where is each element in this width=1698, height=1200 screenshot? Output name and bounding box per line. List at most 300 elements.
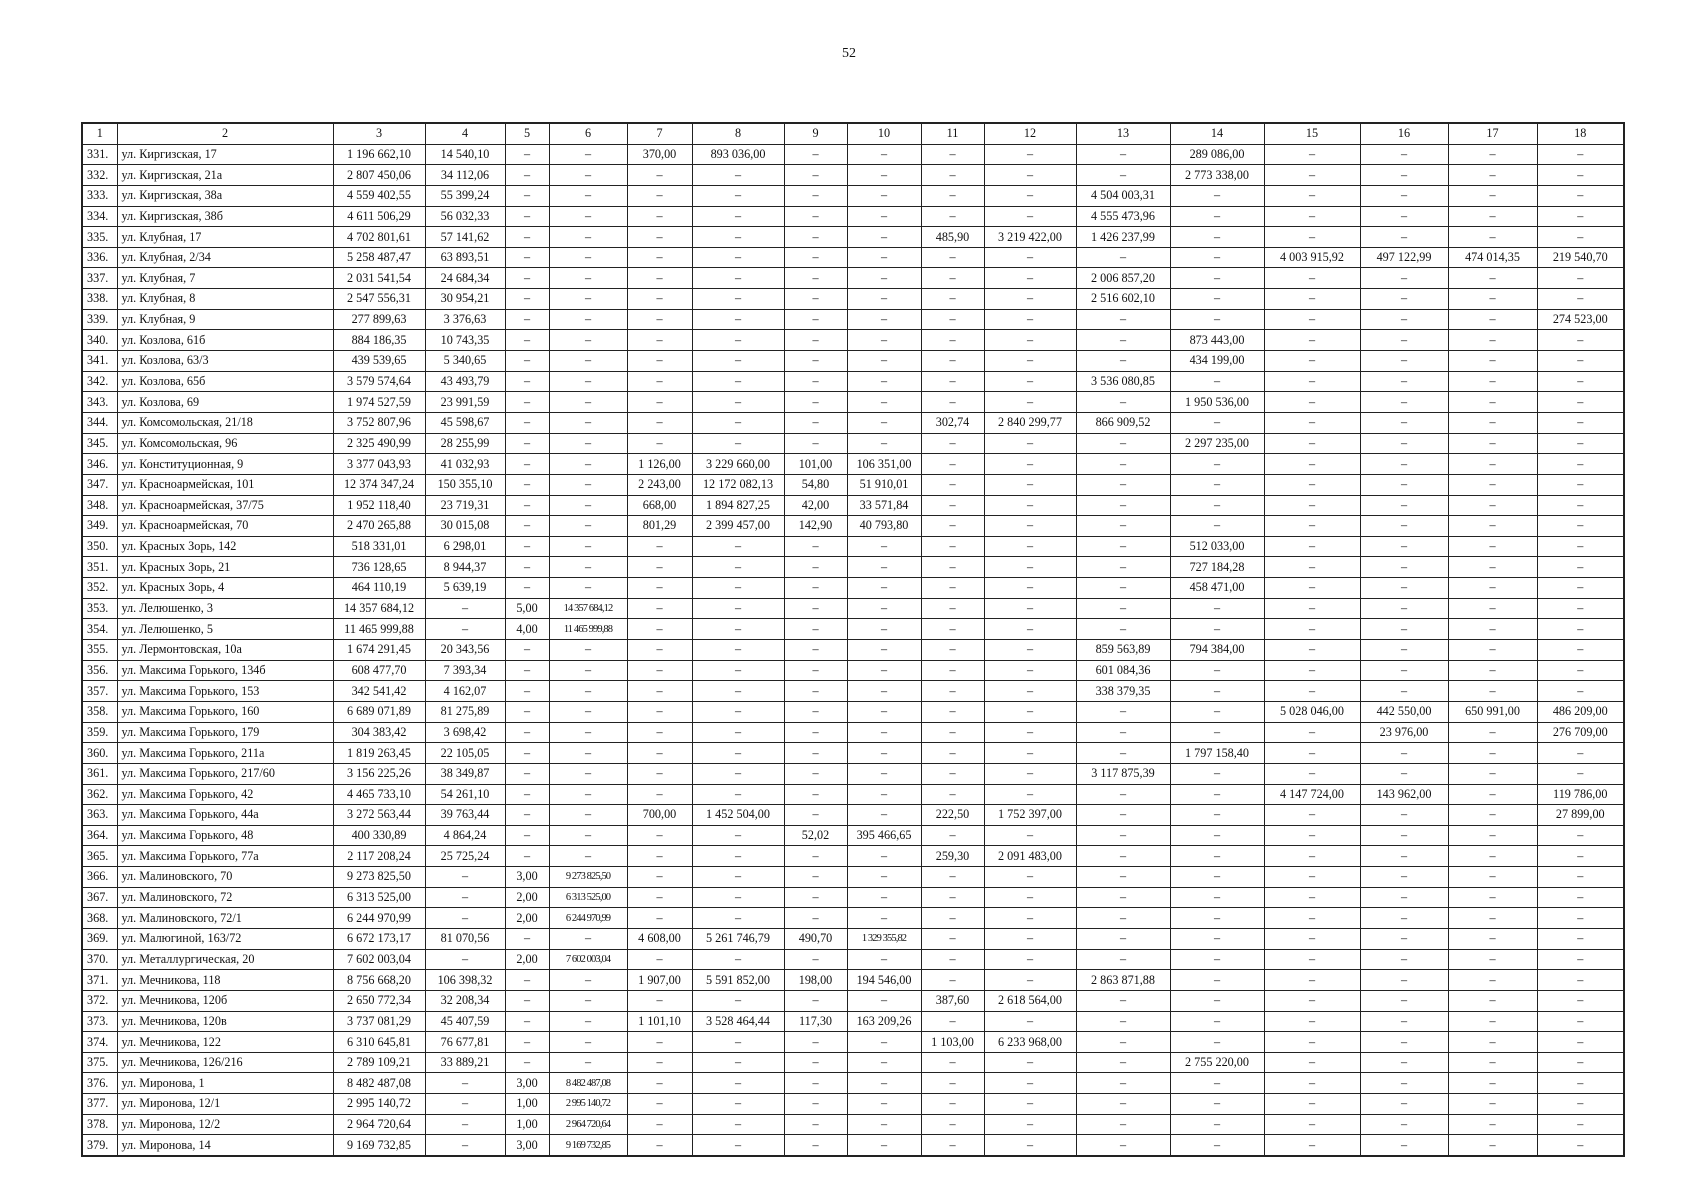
table-row	[82, 454, 1624, 475]
table-cell-col-7: –	[627, 640, 692, 661]
table-cell-col-9: –	[784, 412, 847, 433]
table-cell-col-5: –	[505, 289, 549, 310]
table-cell-col-14: 1 950 536,00	[1170, 392, 1264, 413]
table-cell-col-15: –	[1264, 309, 1360, 330]
table-cell-col-11: –	[921, 867, 984, 888]
table-cell-col-1: 363.	[82, 805, 117, 826]
table-cell-col-18: –	[1537, 433, 1624, 454]
table-cell-col-12: –	[984, 1114, 1076, 1135]
table-cell-col-8: –	[692, 867, 784, 888]
table-cell-col-17: –	[1448, 1011, 1537, 1032]
table-cell-col-3: 9 273 825,50	[333, 867, 425, 888]
table-cell-col-11: –	[921, 681, 984, 702]
table-row	[82, 495, 1624, 516]
table-cell-col-15: –	[1264, 1114, 1360, 1135]
table-cell-col-15: –	[1264, 990, 1360, 1011]
table-cell-col-11: –	[921, 578, 984, 599]
column-header-14: 14	[1170, 123, 1264, 144]
table-cell-col-3: 3 156 225,26	[333, 763, 425, 784]
table-cell-col-18: 274 523,00	[1537, 309, 1624, 330]
table-cell-col-15: –	[1264, 454, 1360, 475]
table-cell-col-12: –	[984, 578, 1076, 599]
table-cell-col-12: –	[984, 247, 1076, 268]
table-cell-col-4: –	[425, 1073, 505, 1094]
table-cell-col-2: ул. Миронова, 14	[117, 1135, 333, 1156]
table-cell-col-1: 351.	[82, 557, 117, 578]
table-cell-col-13: 1 426 237,99	[1076, 227, 1170, 248]
table-cell-col-9: –	[784, 805, 847, 826]
table-cell-col-4: 8 944,37	[425, 557, 505, 578]
table-cell-col-17: –	[1448, 846, 1537, 867]
table-cell-col-18: –	[1537, 846, 1624, 867]
table-cell-col-14: 1 797 158,40	[1170, 743, 1264, 764]
table-cell-col-13: –	[1076, 392, 1170, 413]
table-cell-col-11: –	[921, 495, 984, 516]
table-cell-col-18: –	[1537, 681, 1624, 702]
table-cell-col-14: –	[1170, 268, 1264, 289]
table-cell-col-11: –	[921, 247, 984, 268]
table-cell-col-18: –	[1537, 660, 1624, 681]
table-row	[82, 805, 1624, 826]
table-cell-col-9: –	[784, 1032, 847, 1053]
table-cell-col-1: 366.	[82, 867, 117, 888]
table-cell-col-3: 1 952 118,40	[333, 495, 425, 516]
table-cell-col-10: –	[847, 908, 921, 929]
table-cell-col-7: –	[627, 206, 692, 227]
table-cell-col-6: –	[549, 268, 627, 289]
table-cell-col-2: ул. Киргизская, 21а	[117, 165, 333, 186]
table-cell-col-16: –	[1360, 990, 1448, 1011]
table-cell-col-7: –	[627, 412, 692, 433]
table-cell-col-2: ул. Красных Зорь, 142	[117, 536, 333, 557]
table-cell-col-5: –	[505, 227, 549, 248]
table-cell-col-17: –	[1448, 1135, 1537, 1156]
table-cell-col-10: –	[847, 867, 921, 888]
table-cell-col-9: –	[784, 371, 847, 392]
table-cell-col-13: 2 863 871,88	[1076, 970, 1170, 991]
table-cell-col-7: –	[627, 227, 692, 248]
table-cell-col-17: –	[1448, 928, 1537, 949]
table-cell-col-8: –	[692, 598, 784, 619]
table-cell-col-12: –	[984, 206, 1076, 227]
table-cell-col-8: –	[692, 578, 784, 599]
table-cell-col-3: 2 789 109,21	[333, 1052, 425, 1073]
table-cell-col-13: –	[1076, 247, 1170, 268]
table-cell-col-1: 378.	[82, 1114, 117, 1135]
table-cell-col-14: –	[1170, 412, 1264, 433]
table-cell-col-5: –	[505, 722, 549, 743]
table-cell-col-3: 2 325 490,99	[333, 433, 425, 454]
table-cell-col-3: 3 579 574,64	[333, 371, 425, 392]
table-cell-col-15: –	[1264, 970, 1360, 991]
table-cell-col-4: –	[425, 867, 505, 888]
table-cell-col-6: 2 964 720,64	[549, 1114, 627, 1135]
table-cell-col-5: –	[505, 474, 549, 495]
table-cell-col-3: 9 169 732,85	[333, 1135, 425, 1156]
table-cell-col-14: –	[1170, 1032, 1264, 1053]
table-cell-col-13: –	[1076, 1032, 1170, 1053]
table-cell-col-11: –	[921, 351, 984, 372]
table-cell-col-3: 12 374 347,24	[333, 474, 425, 495]
table-cell-col-13: 2 516 602,10	[1076, 289, 1170, 310]
table-cell-col-9: –	[784, 681, 847, 702]
table-cell-col-17: –	[1448, 144, 1537, 165]
table-cell-col-8: –	[692, 763, 784, 784]
table-cell-col-6: –	[549, 474, 627, 495]
table-cell-col-8: –	[692, 1073, 784, 1094]
table-cell-col-13: –	[1076, 598, 1170, 619]
table-cell-col-11: –	[921, 763, 984, 784]
table-cell-col-18: 27 899,00	[1537, 805, 1624, 826]
table-cell-col-16: –	[1360, 185, 1448, 206]
table-cell-col-12: –	[984, 392, 1076, 413]
table-cell-col-13: –	[1076, 619, 1170, 640]
table-cell-col-7: –	[627, 1073, 692, 1094]
table-cell-col-7: –	[627, 660, 692, 681]
table-cell-col-17: –	[1448, 268, 1537, 289]
table-cell-col-8: –	[692, 412, 784, 433]
table-cell-col-3: 736 128,65	[333, 557, 425, 578]
table-cell-col-12: –	[984, 887, 1076, 908]
table-cell-col-15: –	[1264, 949, 1360, 970]
table-cell-col-10: –	[847, 165, 921, 186]
table-cell-col-11: –	[921, 371, 984, 392]
table-cell-col-5: –	[505, 351, 549, 372]
table-cell-col-8: –	[692, 165, 784, 186]
column-header-18: 18	[1537, 123, 1624, 144]
table-cell-col-4: 28 255,99	[425, 433, 505, 454]
table-cell-col-15: –	[1264, 722, 1360, 743]
table-cell-col-8: –	[692, 887, 784, 908]
table-cell-col-18: –	[1537, 949, 1624, 970]
table-cell-col-16: –	[1360, 516, 1448, 537]
table-cell-col-16: –	[1360, 908, 1448, 929]
table-cell-col-5: 3,00	[505, 867, 549, 888]
table-cell-col-14: –	[1170, 1011, 1264, 1032]
table-cell-col-8: –	[692, 660, 784, 681]
table-cell-col-3: 3 752 807,96	[333, 412, 425, 433]
table-cell-col-10: –	[847, 351, 921, 372]
table-row	[82, 144, 1624, 165]
table-cell-col-8: 5 261 746,79	[692, 928, 784, 949]
table-cell-col-2: ул. Киргизская, 17	[117, 144, 333, 165]
table-cell-col-5: –	[505, 1052, 549, 1073]
table-cell-col-7: –	[627, 1052, 692, 1073]
table-cell-col-8: –	[692, 351, 784, 372]
table-cell-col-9: –	[784, 351, 847, 372]
table-cell-col-3: 8 482 487,08	[333, 1073, 425, 1094]
table-cell-col-13: –	[1076, 578, 1170, 599]
table-cell-col-15: –	[1264, 1011, 1360, 1032]
table-cell-col-17: –	[1448, 619, 1537, 640]
table-cell-col-7: –	[627, 1135, 692, 1156]
table-cell-col-4: 14 540,10	[425, 144, 505, 165]
table-cell-col-9: –	[784, 1114, 847, 1135]
table-cell-col-6: –	[549, 928, 627, 949]
table-cell-col-16: –	[1360, 371, 1448, 392]
table-cell-col-14: –	[1170, 887, 1264, 908]
table-cell-col-4: –	[425, 1114, 505, 1135]
table-cell-col-18: –	[1537, 495, 1624, 516]
table-cell-col-2: ул. Максима Горького, 77а	[117, 846, 333, 867]
table-cell-col-8: –	[692, 247, 784, 268]
table-cell-col-1: 337.	[82, 268, 117, 289]
table-cell-col-11: –	[921, 144, 984, 165]
table-cell-col-9: –	[784, 1094, 847, 1115]
table-cell-col-8: 893 036,00	[692, 144, 784, 165]
table-cell-col-6: –	[549, 330, 627, 351]
table-cell-col-8: –	[692, 227, 784, 248]
table-row	[82, 1073, 1624, 1094]
table-cell-col-18: –	[1537, 185, 1624, 206]
table-cell-col-12: –	[984, 784, 1076, 805]
table-cell-col-2: ул. Красных Зорь, 21	[117, 557, 333, 578]
table-cell-col-3: 884 186,35	[333, 330, 425, 351]
table-cell-col-15: –	[1264, 330, 1360, 351]
table-cell-col-17: –	[1448, 371, 1537, 392]
table-cell-col-9: –	[784, 1073, 847, 1094]
table-cell-col-16: –	[1360, 846, 1448, 867]
table-cell-col-7: –	[627, 681, 692, 702]
table-cell-col-12: 3 219 422,00	[984, 227, 1076, 248]
table-cell-col-2: ул. Киргизская, 38а	[117, 185, 333, 206]
table-cell-col-13: –	[1076, 309, 1170, 330]
table-cell-col-9: –	[784, 578, 847, 599]
table-cell-col-2: ул. Лермонтовская, 10а	[117, 640, 333, 661]
table-cell-col-12: 2 840 299,77	[984, 412, 1076, 433]
table-cell-col-16: –	[1360, 330, 1448, 351]
table-cell-col-16: –	[1360, 970, 1448, 991]
data-table	[81, 122, 1625, 1157]
table-cell-col-14: –	[1170, 1073, 1264, 1094]
table-cell-col-3: 2 547 556,31	[333, 289, 425, 310]
table-cell-col-18: –	[1537, 330, 1624, 351]
table-cell-col-6: 14 357 684,12	[549, 598, 627, 619]
table-cell-col-11: –	[921, 474, 984, 495]
table-cell-col-7: –	[627, 536, 692, 557]
table-cell-col-14: –	[1170, 227, 1264, 248]
table-cell-col-4: 43 493,79	[425, 371, 505, 392]
table-cell-col-3: 3 737 081,29	[333, 1011, 425, 1032]
table-cell-col-15: –	[1264, 144, 1360, 165]
table-cell-col-4: 57 141,62	[425, 227, 505, 248]
table-cell-col-3: 2 470 265,88	[333, 516, 425, 537]
table-cell-col-3: 1 674 291,45	[333, 640, 425, 661]
table-cell-col-14: –	[1170, 1114, 1264, 1135]
table-cell-col-18: –	[1537, 165, 1624, 186]
table-cell-col-15: –	[1264, 598, 1360, 619]
table-cell-col-1: 371.	[82, 970, 117, 991]
table-cell-col-13: –	[1076, 928, 1170, 949]
table-cell-col-14: –	[1170, 701, 1264, 722]
table-cell-col-18: –	[1537, 454, 1624, 475]
table-cell-col-16: –	[1360, 619, 1448, 640]
table-cell-col-18: –	[1537, 763, 1624, 784]
table-cell-col-17: –	[1448, 1032, 1537, 1053]
table-cell-col-11: –	[921, 722, 984, 743]
table-cell-col-2: ул. Мечникова, 120б	[117, 990, 333, 1011]
table-cell-col-9: –	[784, 206, 847, 227]
table-cell-col-4: 20 343,56	[425, 640, 505, 661]
table-cell-col-2: ул. Красноармейская, 70	[117, 516, 333, 537]
table-cell-col-1: 344.	[82, 412, 117, 433]
table-cell-col-1: 358.	[82, 701, 117, 722]
table-cell-col-14: –	[1170, 289, 1264, 310]
table-cell-col-1: 347.	[82, 474, 117, 495]
table-cell-col-17: –	[1448, 867, 1537, 888]
table-cell-col-4: 22 105,05	[425, 743, 505, 764]
table-cell-col-3: 4 702 801,61	[333, 227, 425, 248]
table-cell-col-16: –	[1360, 867, 1448, 888]
table-cell-col-6: –	[549, 701, 627, 722]
table-cell-col-15: –	[1264, 1032, 1360, 1053]
table-row	[82, 763, 1624, 784]
table-cell-col-17: –	[1448, 949, 1537, 970]
table-cell-col-8: –	[692, 1114, 784, 1135]
table-cell-col-4: 23 991,59	[425, 392, 505, 413]
table-cell-col-13: –	[1076, 887, 1170, 908]
table-cell-col-15: –	[1264, 640, 1360, 661]
table-cell-col-14: –	[1170, 619, 1264, 640]
table-cell-col-1: 333.	[82, 185, 117, 206]
table-cell-col-10: –	[847, 1032, 921, 1053]
table-cell-col-3: 2 117 208,24	[333, 846, 425, 867]
table-cell-col-16: –	[1360, 351, 1448, 372]
table-cell-col-10: 40 793,80	[847, 516, 921, 537]
table-cell-col-2: ул. Малиновского, 72/1	[117, 908, 333, 929]
table-cell-col-3: 2 964 720,64	[333, 1114, 425, 1135]
table-cell-col-9: 117,30	[784, 1011, 847, 1032]
table-row	[82, 681, 1624, 702]
table-cell-col-3: 608 477,70	[333, 660, 425, 681]
table-cell-col-8: –	[692, 1052, 784, 1073]
table-cell-col-9: –	[784, 722, 847, 743]
table-row	[82, 1011, 1624, 1032]
table-cell-col-5: –	[505, 495, 549, 516]
table-cell-col-10: 1 329 355,82	[847, 928, 921, 949]
table-cell-col-11: 387,60	[921, 990, 984, 1011]
table-cell-col-7: –	[627, 763, 692, 784]
table-cell-col-17: –	[1448, 227, 1537, 248]
table-cell-col-18: –	[1537, 412, 1624, 433]
table-cell-col-18: –	[1537, 578, 1624, 599]
table-cell-col-12: –	[984, 949, 1076, 970]
table-cell-col-16: –	[1360, 1011, 1448, 1032]
column-header-9: 9	[784, 123, 847, 144]
table-cell-col-17: –	[1448, 660, 1537, 681]
table-cell-col-6: –	[549, 247, 627, 268]
table-cell-col-12: –	[984, 371, 1076, 392]
table-cell-col-18: –	[1537, 227, 1624, 248]
table-cell-col-14: 434 199,00	[1170, 351, 1264, 372]
table-cell-col-16: –	[1360, 144, 1448, 165]
table-cell-col-3: 6 310 645,81	[333, 1032, 425, 1053]
table-cell-col-12: –	[984, 536, 1076, 557]
table-cell-col-14: 873 443,00	[1170, 330, 1264, 351]
table-cell-col-7: –	[627, 701, 692, 722]
table-cell-col-14: –	[1170, 846, 1264, 867]
table-cell-col-18: –	[1537, 1114, 1624, 1135]
table-cell-col-13: –	[1076, 474, 1170, 495]
table-cell-col-1: 350.	[82, 536, 117, 557]
table-cell-col-4: 4 864,24	[425, 825, 505, 846]
table-cell-col-10: –	[847, 371, 921, 392]
table-cell-col-14: –	[1170, 825, 1264, 846]
table-cell-col-18: –	[1537, 392, 1624, 413]
table-cell-col-12: –	[984, 681, 1076, 702]
table-cell-col-7: –	[627, 887, 692, 908]
table-cell-col-7: –	[627, 351, 692, 372]
table-cell-col-4: –	[425, 908, 505, 929]
table-cell-col-13: –	[1076, 825, 1170, 846]
table-cell-col-14: –	[1170, 722, 1264, 743]
table-cell-col-16: –	[1360, 1052, 1448, 1073]
table-cell-col-18: –	[1537, 619, 1624, 640]
table-cell-col-5: 4,00	[505, 619, 549, 640]
table-cell-col-16: 442 550,00	[1360, 701, 1448, 722]
table-cell-col-12: –	[984, 722, 1076, 743]
table-cell-col-2: ул. Максима Горького, 42	[117, 784, 333, 805]
table-cell-col-10: 194 546,00	[847, 970, 921, 991]
table-cell-col-8: –	[692, 825, 784, 846]
table-cell-col-4: 34 112,06	[425, 165, 505, 186]
table-cell-col-4: 30 015,08	[425, 516, 505, 537]
table-cell-col-3: 5 258 487,47	[333, 247, 425, 268]
table-cell-col-11: –	[921, 1011, 984, 1032]
table-cell-col-2: ул. Киргизская, 38б	[117, 206, 333, 227]
table-cell-col-11: –	[921, 928, 984, 949]
table-cell-col-6: –	[549, 227, 627, 248]
table-cell-col-2: ул. Мечникова, 126/216	[117, 1052, 333, 1073]
table-cell-col-1: 349.	[82, 516, 117, 537]
table-cell-col-4: –	[425, 1135, 505, 1156]
table-cell-col-6: –	[549, 763, 627, 784]
column-header-10: 10	[847, 123, 921, 144]
table-cell-col-7: –	[627, 598, 692, 619]
table-cell-col-11: –	[921, 433, 984, 454]
table-cell-col-14: –	[1170, 1094, 1264, 1115]
table-cell-col-15: –	[1264, 185, 1360, 206]
table-row	[82, 330, 1624, 351]
table-cell-col-4: 81 275,89	[425, 701, 505, 722]
table-cell-col-12: –	[984, 1094, 1076, 1115]
table-cell-col-3: 4 611 506,29	[333, 206, 425, 227]
table-cell-col-18: –	[1537, 351, 1624, 372]
table-row	[82, 640, 1624, 661]
table-row	[82, 887, 1624, 908]
table-cell-col-11: –	[921, 784, 984, 805]
table-cell-col-12: –	[984, 908, 1076, 929]
table-row	[82, 846, 1624, 867]
table-cell-col-3: 1 974 527,59	[333, 392, 425, 413]
table-cell-col-9: –	[784, 1135, 847, 1156]
table-cell-col-15: –	[1264, 763, 1360, 784]
table-cell-col-6: –	[549, 660, 627, 681]
table-row	[82, 1114, 1624, 1135]
table-cell-col-11: –	[921, 825, 984, 846]
table-cell-col-4: 4 162,07	[425, 681, 505, 702]
table-cell-col-12: –	[984, 495, 1076, 516]
table-cell-col-10: –	[847, 743, 921, 764]
table-cell-col-16: –	[1360, 660, 1448, 681]
table-cell-col-5: –	[505, 846, 549, 867]
table-cell-col-9: –	[784, 660, 847, 681]
table-cell-col-18: –	[1537, 928, 1624, 949]
table-cell-col-8: 3 528 464,44	[692, 1011, 784, 1032]
table-cell-col-7: –	[627, 392, 692, 413]
table-cell-col-17: –	[1448, 412, 1537, 433]
table-cell-col-8: –	[692, 701, 784, 722]
